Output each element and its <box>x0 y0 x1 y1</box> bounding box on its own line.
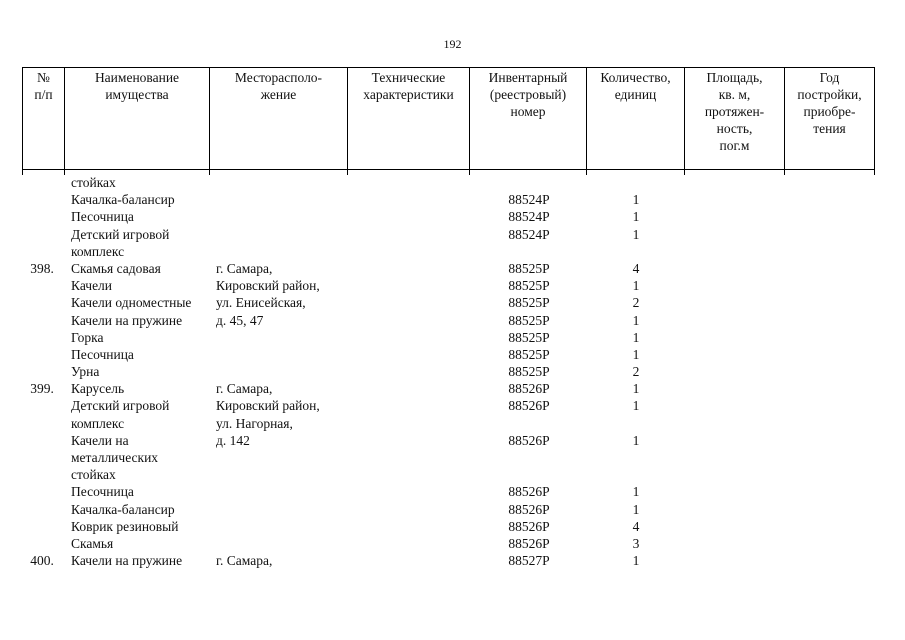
header-location: Месторасполо- жение <box>210 68 348 170</box>
item-name: Песочница <box>71 346 134 362</box>
item-location: Кировский район, <box>216 278 320 294</box>
item-name: Урна <box>71 364 100 380</box>
inventory-number: 88525Р <box>508 364 550 380</box>
inventory-number: 88525Р <box>508 329 550 345</box>
row-number: 398. <box>30 260 54 276</box>
item-name: стойках <box>71 175 116 190</box>
quantity: 1 <box>632 484 640 500</box>
item-name: Качалка-балансир <box>71 501 175 517</box>
item-name: комплекс <box>71 243 125 259</box>
quantity: 1 <box>632 432 640 448</box>
item-location: Кировский район, <box>216 398 320 414</box>
quantity: 1 <box>632 278 640 294</box>
inventory-number: 88526Р <box>508 518 550 534</box>
quantity: 4 <box>632 518 640 534</box>
header-inventory: Инвентарный (реестровый) номер <box>470 68 587 170</box>
column-divider <box>347 169 348 175</box>
item-name: Детский игровой <box>71 226 170 242</box>
table-header <box>22 67 875 170</box>
item-name: Скамья садовая <box>71 260 161 276</box>
inventory-number: 88525Р <box>508 312 550 328</box>
item-name: Песочница <box>71 209 134 225</box>
item-location: г. Самара, <box>216 553 273 569</box>
inventory-number: 88524Р <box>508 192 550 208</box>
column-divider <box>874 169 875 175</box>
inventory-number: 88526Р <box>508 398 550 414</box>
column-divider <box>784 169 785 175</box>
inventory-number: 88527Р <box>508 553 550 569</box>
column-divider <box>64 169 65 175</box>
quantity: 1 <box>632 312 640 328</box>
quantity: 2 <box>632 364 640 380</box>
item-name: комплекс <box>71 415 125 431</box>
row-number: 399. <box>30 381 54 397</box>
item-location: ул. Енисейская, <box>216 295 306 311</box>
inventory-number: 88524Р <box>508 226 550 242</box>
item-location: д. 45, 47 <box>216 312 264 328</box>
quantity: 4 <box>632 260 640 276</box>
quantity: 1 <box>632 346 640 362</box>
item-name: Детский игровой <box>71 398 170 414</box>
column-divider <box>586 169 587 175</box>
quantity: 1 <box>632 226 640 242</box>
quantity: 1 <box>632 553 640 569</box>
inventory-number: 88525Р <box>508 295 550 311</box>
inventory-number: 88525Р <box>508 260 550 276</box>
header-name: Наименование имущества <box>65 68 210 170</box>
inventory-number: 88525Р <box>508 278 550 294</box>
item-name: Скамья <box>71 535 114 551</box>
header-number: № п/п <box>23 68 65 170</box>
column-divider <box>22 169 23 175</box>
item-location: г. Самара, <box>216 381 273 397</box>
item-name: Качели <box>71 278 113 294</box>
inventory-number: 88526Р <box>508 535 550 551</box>
page-number: 192 <box>443 37 462 51</box>
inventory-number: 88526Р <box>508 381 550 397</box>
item-name: Качалка-балансир <box>71 192 175 208</box>
item-name: Карусель <box>71 381 125 397</box>
item-name: металлических <box>71 450 159 465</box>
item-location: г. Самара, <box>216 260 273 276</box>
header-area: Площадь, кв. м, протяжен- ность, пог.м <box>685 68 785 170</box>
item-name: Коврик резиновый <box>71 518 179 534</box>
item-name: Горка <box>71 329 104 345</box>
inventory-number: 88525Р <box>508 346 550 362</box>
item-name: Песочница <box>71 484 134 500</box>
item-name: Качели на пружине <box>71 553 183 569</box>
quantity: 1 <box>632 192 640 208</box>
header-technical: Технические характеристики <box>348 68 470 170</box>
inventory-number: 88526Р <box>508 484 550 500</box>
item-name: Качели на <box>71 432 129 448</box>
quantity: 2 <box>632 295 640 311</box>
inventory-number: 88524Р <box>508 209 550 225</box>
quantity: 1 <box>632 209 640 225</box>
column-divider <box>684 169 685 175</box>
quantity: 1 <box>632 398 640 414</box>
inventory-number: 88526Р <box>508 432 550 448</box>
quantity: 3 <box>632 535 640 551</box>
quantity: 1 <box>632 329 640 345</box>
row-number: 400. <box>30 553 54 569</box>
header-quantity: Количество, единиц <box>587 68 685 170</box>
quantity: 1 <box>632 501 640 517</box>
item-name: Качели одноместные <box>71 295 192 311</box>
item-location: ул. Нагорная, <box>216 415 293 431</box>
column-divider <box>209 169 210 175</box>
quantity: 1 <box>632 381 640 397</box>
column-divider <box>469 169 470 175</box>
item-location: д. 142 <box>216 432 250 448</box>
inventory-number: 88526Р <box>508 501 550 517</box>
header-year: Год постройки, приобре- тения <box>785 68 875 170</box>
item-name: стойках <box>71 467 116 483</box>
item-name: Качели на пружине <box>71 312 183 328</box>
